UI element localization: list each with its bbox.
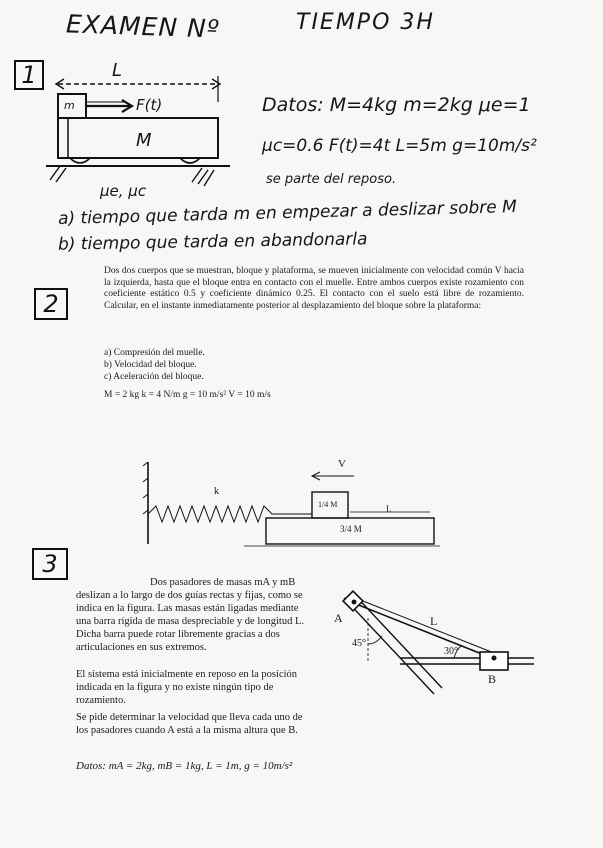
problem-1-number: 1	[14, 60, 44, 90]
friction-label: μe, μc	[100, 182, 147, 200]
p2-item-b: b) Velocidad del bloque.	[104, 360, 197, 370]
p2-data: M = 2 kg k = 4 N/m g = 10 m/s² V = 10 m/s	[104, 390, 271, 400]
p3-label-L: L	[430, 614, 438, 628]
p1-data-line1: Datos: M=4kg m=2kg μe=1	[262, 94, 531, 116]
large-block-label: M	[136, 130, 152, 151]
p3-label-B: B	[488, 672, 497, 686]
small-block-label: m	[64, 99, 75, 112]
problem-3-number: 3	[32, 548, 68, 580]
problem-2-diagram	[140, 452, 440, 552]
p2-statement: Dos dos cuerpos que se muestran, bloque y plataforma, se mueven inicialmente con velocidad común V hacia la izquierda, hasta que el bloque entra en contacto con el muelle. Entre ambos cuerpos existe rozamiento con coeficiente estático 0.5 y coeficiente dinámico 0.25. El contacto con el suelo está libre de rozamiento. Calcular, en el instante inmediatamente posterior al desplazamiento del bloque sobre la plataforma:	[104, 266, 524, 311]
p1-data-line3: se parte del reposo.	[266, 172, 397, 187]
force-label: F(t)	[136, 96, 163, 114]
dim-L-label: L	[112, 60, 123, 81]
p2-L-label: L	[386, 504, 392, 514]
p3-paragraph-1: Dos pasadores de masas mA y mB deslizan a lo largo de dos guías rectas y fijas, como se indica en la figura. Las masas están ligadas mediante una barra rígida de masa despreciable y de longitud L. Dicha barra puede rotar libremente gracias a dos articulaciones en sus extremos.	[76, 577, 304, 653]
p2-platform-label: 3/4 M	[340, 524, 362, 534]
p2-block-label: 1/4 M	[318, 500, 338, 509]
problem-3-diagram	[330, 584, 540, 714]
time-label: TIEMPO 3H	[296, 10, 435, 35]
p3-paragraph-2: El sistema está inicialmente en reposo en la posición indicada en la figura y no existe ningún tipo de rozamiento.	[76, 669, 298, 706]
p2-velocity-label: V	[338, 458, 346, 470]
p2-item-c: c) Aceleración del bloque.	[104, 372, 204, 382]
exam-title: EXAMEN Nº	[65, 9, 220, 44]
p3-paragraph-3: Se pide determinar la velocidad que lleva cada uno de los pasadores cuando A está a la misma altura que B.	[76, 712, 303, 736]
p1-question-a: a) tiempo que tarda m en empezar a deslizar sobre M	[57, 196, 518, 230]
p2-item-a: a) Compresión del muelle.	[104, 348, 205, 358]
p3-angle-45: 45°	[352, 638, 366, 649]
p2-spring-label: k	[214, 486, 219, 497]
p1-data-line2: μc=0.6 F(t)=4t L=5m g=10m/s²	[262, 136, 537, 156]
p3-label-A: A	[334, 611, 343, 625]
p3-angle-30: 30°	[444, 646, 458, 657]
p3-data: Datos: mA = 2kg, mB = 1kg, L = 1m, g = 10m/s²	[76, 760, 293, 772]
p1-question-b: b) tiempo que tarda en abandonarla	[57, 229, 368, 255]
problem-2-number: 2	[34, 288, 68, 320]
